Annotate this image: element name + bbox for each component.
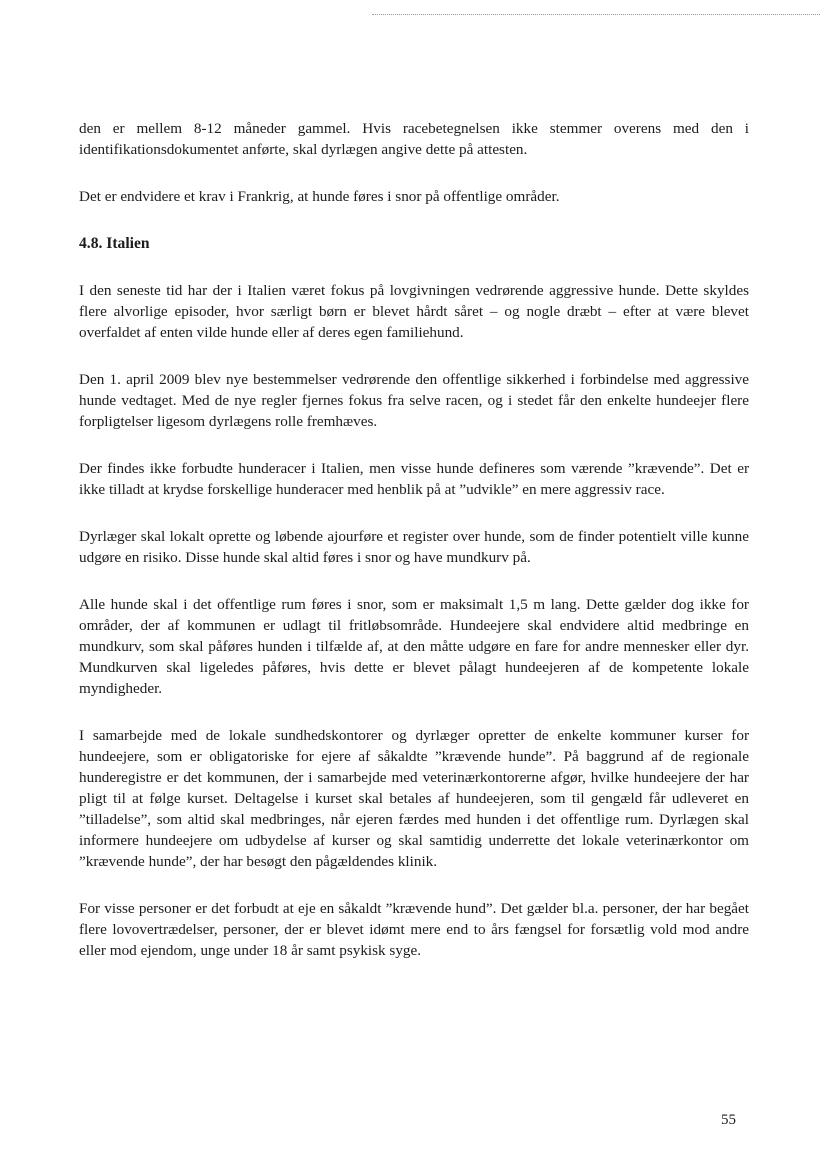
paragraph: I den seneste tid har der i Italien været fokus på lovgivningen vedrørende aggressive hunde. Dette skyldes flere alvorlige episoder, hvor særligt børn er blevet hårdt såret – og nogle dræbt – efter at være blevet overfaldet af enten vilde hunde eller af deres egen familiehund. <box>79 282 749 341</box>
paragraph: Der findes ikke forbudte hunderacer i Italien, men visse hunde defineres som værende ”krævende”. Det er ikke tilladt at krydse forskellige hunderacer med henblik på at ”udvikle” en mere aggressiv race. <box>79 460 749 498</box>
paragraph: For visse personer er det forbudt at eje en såkaldt ”krævende hund”. Det gælder bl.a. personer, der har begået flere lovovertrædelser, personer, der er blevet idømt mere end to års fængsel for forsætlig vold mod andre eller mod ejendom, unge under 18 år samt psykisk syge. <box>79 900 749 959</box>
scan-border-line <box>372 14 820 15</box>
page-body <box>79 118 749 987</box>
paragraph: I samarbejde med de lokale sundhedskontorer og dyrlæger opretter de enkelte kommuner kurser for hundeejere, som er obligatoriske for ejere af såkaldte ”krævende hunde”. På baggrund af de regionale hunderegistre er det kommunen, der i samarbejde med veterinærkontorerne afgør, hvilke hundeejere der har pligt til at følge kurset. Deltagelse i kurset skal betales af hundeejeren, som til gengæld får udleveret en ”tilladelse”, som altid skal medbringes, når ejeren færdes med hunden i det offentlige rum. Dyrlægen skal informere hundeejere om udbydelse af kurser og skal samtidig underrette det lokale veterinærkontor om ”krævende hunde”, der har besøgt den pågældendes klinik. <box>79 727 749 870</box>
page-number: 55 <box>721 1112 736 1128</box>
section-heading: 4.8. Italien <box>79 235 150 252</box>
paragraph: Alle hunde skal i det offentlige rum føres i snor, som er maksimalt 1,5 m lang. Dette gælder dog ikke for områder, der af kommunen er udlagt til fritløbsområde. Hundeejere skal endvidere altid medbringe en mundkurv, som skal påføres hunden i tilfælde af, at den måtte udgøre en fare for andre mennesker eller dyr. Mundkurven skal ligeledes påføres, hvis dette er blevet pålagt hundeejeren af de kompetente lokale myndigheder. <box>79 596 749 697</box>
paragraph: Dyrlæger skal lokalt oprette og løbende ajourføre et register over hunde, som de finder potentielt ville kunne udgøre en risiko. Disse hunde skal altid føres i snor og have mundkurv på. <box>79 528 749 566</box>
paragraph: Det er endvidere et krav i Frankrig, at hunde føres i snor på offentlige områder. <box>79 188 560 205</box>
paragraph: den er mellem 8-12 måneder gammel. Hvis racebetegnelsen ikke stemmer overens med den i identifikationsdokumentet anførte, skal dyrlægen angive dette på attesten. <box>79 120 749 158</box>
paragraph: Den 1. april 2009 blev nye bestemmelser vedrørende den offentlige sikkerhed i forbindelse med aggressive hunde vedtaget. Med de nye regler fjernes fokus fra selve racen, og i stedet får den enkelte hundeejer flere forpligtelser ligesom dyrlægens rolle fremhæves. <box>79 371 749 430</box>
